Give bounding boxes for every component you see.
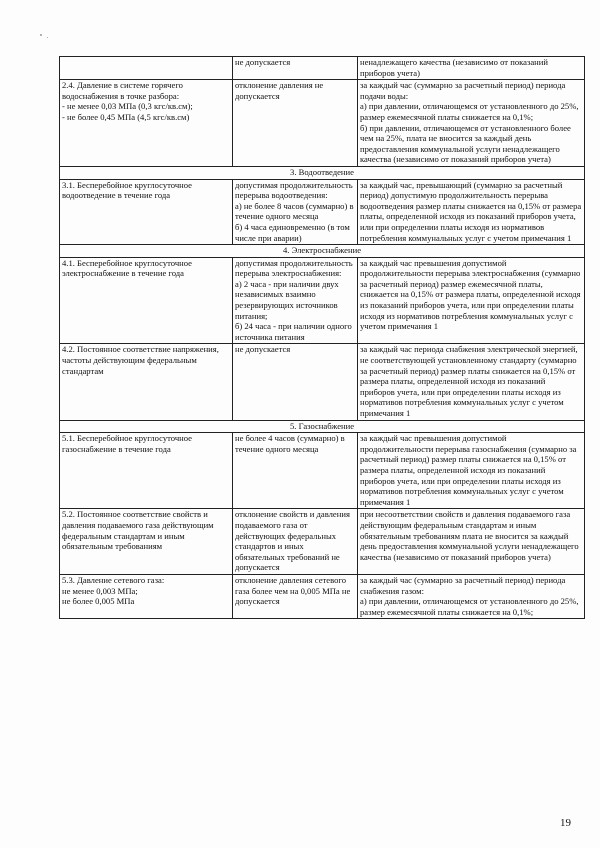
requirements-table-body — [60, 57, 585, 619]
table-row — [60, 433, 585, 509]
tolerance-cell: отклонение давления не допускается — [233, 80, 358, 167]
table-row — [60, 509, 585, 575]
section-header-row — [60, 166, 585, 179]
requirement-cell: 5.1. Бесперебойное круглосуточное газоснабжение в течение года — [60, 433, 233, 509]
requirement-cell: 5.3. Давление сетевого газа: не менее 0,003 МПа; не более 0,005 МПа — [60, 574, 233, 618]
payment-change-cell: за каждый час, превышающий (суммарно за расчетный период) допустимую продолжительность перерыва водоотведения размер платы снижается на 0,15% от размера платы, определенной исходя из показаний приборов учета, или при определении платы исходя из нормативов потребления коммунальных услуг с учетом примечания 1 — [358, 179, 585, 245]
section-title: 5. Газоснабжение — [60, 420, 585, 433]
payment-change-cell: ненадлежащего качества (независимо от показаний приборов учета) — [358, 57, 585, 80]
table-row — [60, 80, 585, 167]
payment-change-cell: при несоответствии свойств и давления подаваемого газа действующим федеральным стандартам и иным обязательным требованиям плата не вносится за каждый день предоставления коммунальной услуги ненадлежащего качества (независимо от показаний приборов учета) — [358, 509, 585, 575]
section-title: 3. Водоотведение — [60, 166, 585, 179]
payment-change-cell: за каждый час превышения допустимой продолжительности перерыва электроснабжения (суммарно за расчетный период) размер ежемесячной платы, снижается на 0,15% от размера платы, определенной исходя из показаний приборов учета, или при определении платы исходя из нормативов потребления коммунальных услуг с учетом примечания 1 — [358, 257, 585, 344]
payment-change-cell: за каждый час периода снабжения электрической энергией, не соответствующей установленному стандарту (суммарно за расчетный период) размер платы снижается на 0,15% от размера платы, определенной исходя из показаний приборов учета, или при определении платы исходя из нормативов потребления коммунальных услуг с учетом примечания 1 — [358, 344, 585, 420]
tolerance-cell: не допускается — [233, 344, 358, 420]
requirement-cell: 4.2. Постоянное соответствие напряжения, частоты действующим федеральным стандартам — [60, 344, 233, 420]
section-header-row — [60, 420, 585, 433]
payment-change-cell: за каждый час превышения допустимой продолжительности перерыва газоснабжения (суммарно за расчетный период) размер платы снижается на 0,15% от размера платы, определенной исходя из показаний приборов учета, или при определении платы исходя из нормативов потребления коммунальных услуг с учетом примечания 1 — [358, 433, 585, 509]
section-header-row — [60, 245, 585, 258]
payment-change-cell: за каждый час (суммарно за расчетный период) периода снабжения газом: а) при давлении, отличающемся от установленного до 25%, размер ежемесячной платы снижается на 0,1%; — [358, 574, 585, 618]
tolerance-cell: допустимая продолжительность перерыва электроснабжения: а) 2 часа - при наличии двух независимых взаимно резервирующих источников питания; б) 24 часа - при наличии одного источника питания — [233, 257, 358, 344]
table-row — [60, 344, 585, 420]
table-row — [60, 57, 585, 80]
tolerance-cell: не более 4 часов (суммарно) в течение одного месяца — [233, 433, 358, 509]
requirement-cell — [60, 57, 233, 80]
requirement-cell: 3.1. Бесперебойное круглосуточное водоотведение в течение года — [60, 179, 233, 245]
requirement-cell: 2.4. Давление в системе горячего водоснабжения в точке разбора: - не менее 0,03 МПа (0,3 кгс/кв.см); - не более 0,45 МПа (4,5 кгс/кв.см) — [60, 80, 233, 167]
payment-change-cell: за каждый час (суммарно за расчетный период) периода подачи воды: а) при давлении, отличающемся от установленного до 25%, размер ежемесячной платы снижается на 0,1%; б) при давлении, отличающемся от установленного более чем на 25%, плата не вносится за каждый день предоставления коммунальной услуги ненадлежащего качества (независимо от показаний приборов учета) — [358, 80, 585, 167]
requirement-cell: 5.2. Постоянное соответствие свойств и давления подаваемого газа действующим федеральным стандартам и иным обязательным требованиям — [60, 509, 233, 575]
tolerance-cell: не допускается — [233, 57, 358, 80]
table-row — [60, 574, 585, 618]
tolerance-cell: отклонение свойств и давления подаваемого газа от действующих федеральных стандартов и иных обязательных требований не допускается — [233, 509, 358, 575]
scan-speck — [40, 34, 42, 36]
scan-speck — [47, 37, 48, 38]
table-row — [60, 179, 585, 245]
section-title: 4. Электроснабжение — [60, 245, 585, 258]
requirement-cell: 4.1. Бесперебойное круглосуточное электроснабжение в течение года — [60, 257, 233, 344]
tolerance-cell: допустимая продолжительность перерыва водоотведения: а) не более 8 часов (суммарно) в течение одного месяца б) 4 часа единовременно (в том числе при аварии) — [233, 179, 358, 245]
requirements-table — [59, 56, 585, 619]
page-number: 19 — [560, 817, 571, 829]
tolerance-cell: отклонение давления сетевого газа более чем на 0,005 МПа не допускается — [233, 574, 358, 618]
table-row — [60, 257, 585, 344]
